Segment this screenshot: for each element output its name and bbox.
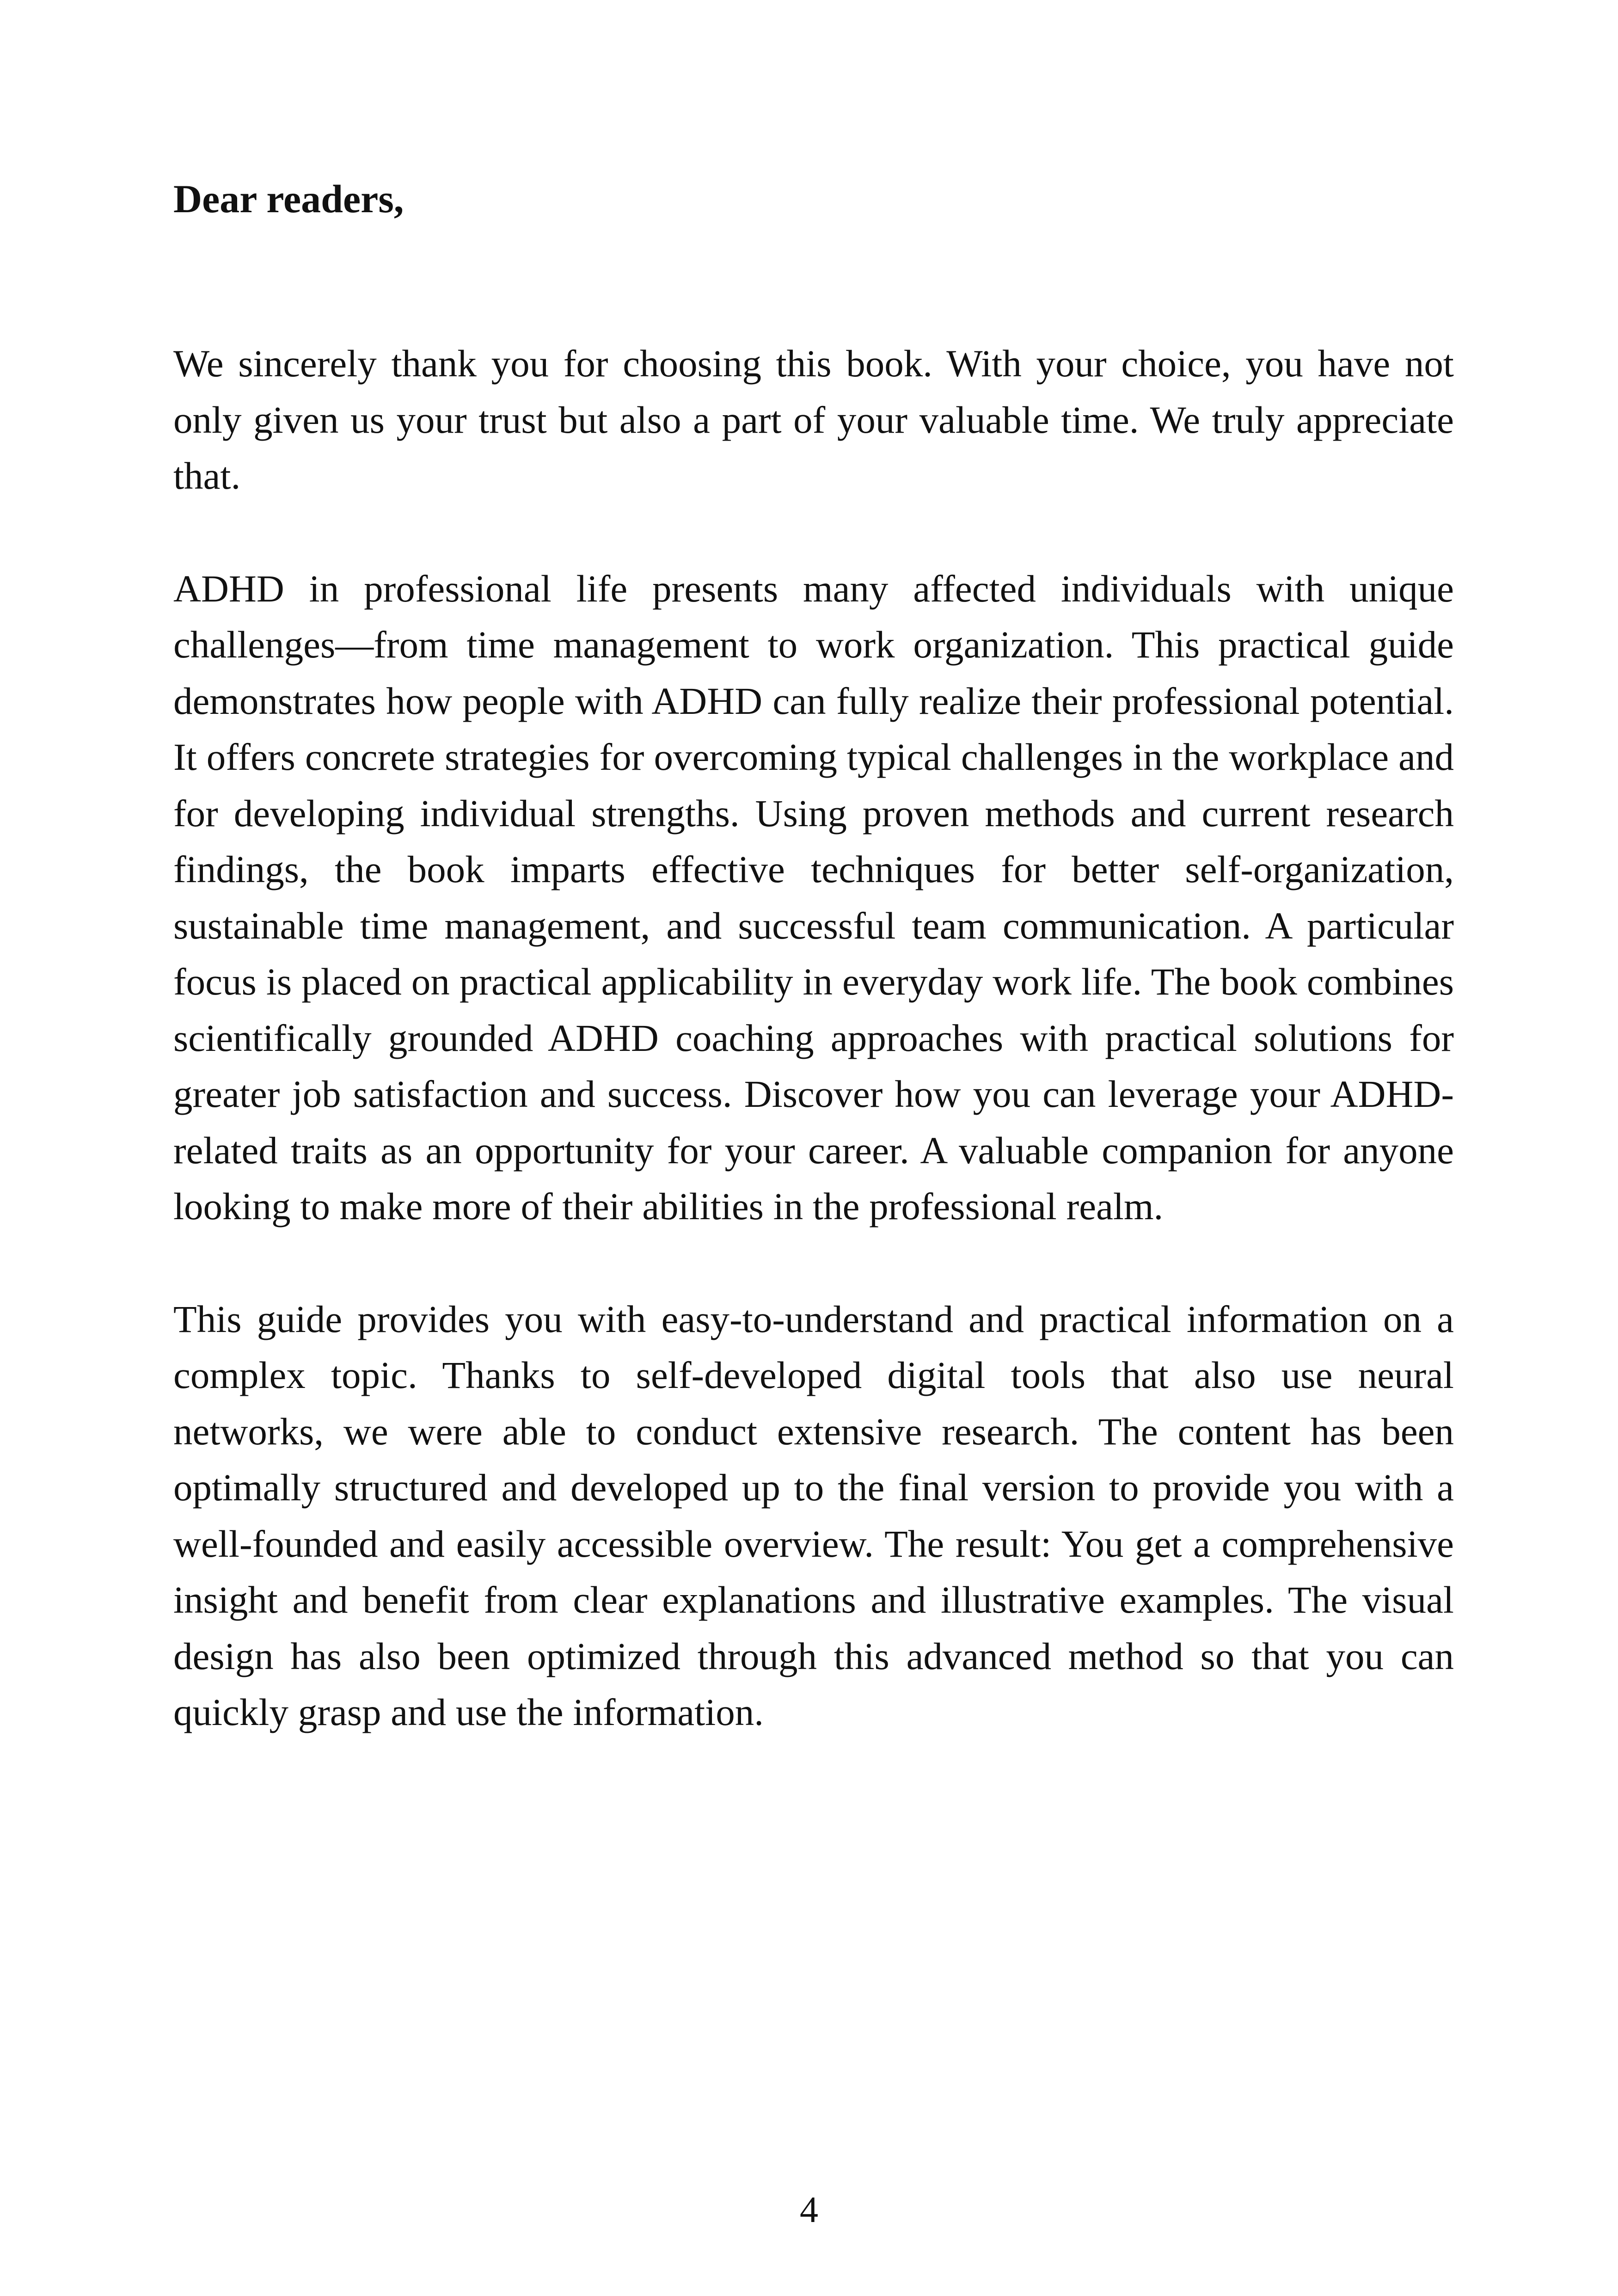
page-content	[173, 171, 1454, 1797]
page-number: 4	[800, 2190, 818, 2230]
greeting-heading: Dear readers,	[173, 177, 404, 221]
paragraph-book-description: ADHD in professional life presents many affected individuals with unique challenges—from time management to work organization. This practical guide demonstrates how people with ADHD can fully realize their professional potential. It offers concrete strategies for overcoming typical challenges in the workplace and for developing individual strengths. Using proven methods and current research findings, the book imparts effective techniques for better self-organization, sustainable time management, and successful team communication. A particular focus is placed on practical applicability in everyday work life. The book combines scientifically grounded ADHD coaching approaches with practical solutions for greater job satisfaction and success. Discover how you can leverage your ADHD-related traits as an opportunity for your career. A valuable companion for anyone looking to make more of their abilities in the professional realm.	[173, 567, 1454, 1228]
body-text	[173, 336, 1454, 1741]
paragraph-thanks: We sincerely thank you for choosing this book. With your choice, you have not only given us your trust but also a part of your valuable time. We truly appreciate that.	[173, 342, 1454, 497]
paragraph-research-method: This guide provides you with easy-to-understand and practical information on a complex topic. Thanks to self-developed digital tools that also use neural networks, we were able to conduct extensive research. The content has been optimally structured and developed up to the final version to provide you with a well-founded and easily accessible overview. The result: You get a comprehensive insight and benefit from clear explanations and illustrative examples. The visual design has also been optimized through this advanced method so that you can quickly grasp and use the information.	[173, 1297, 1454, 1733]
